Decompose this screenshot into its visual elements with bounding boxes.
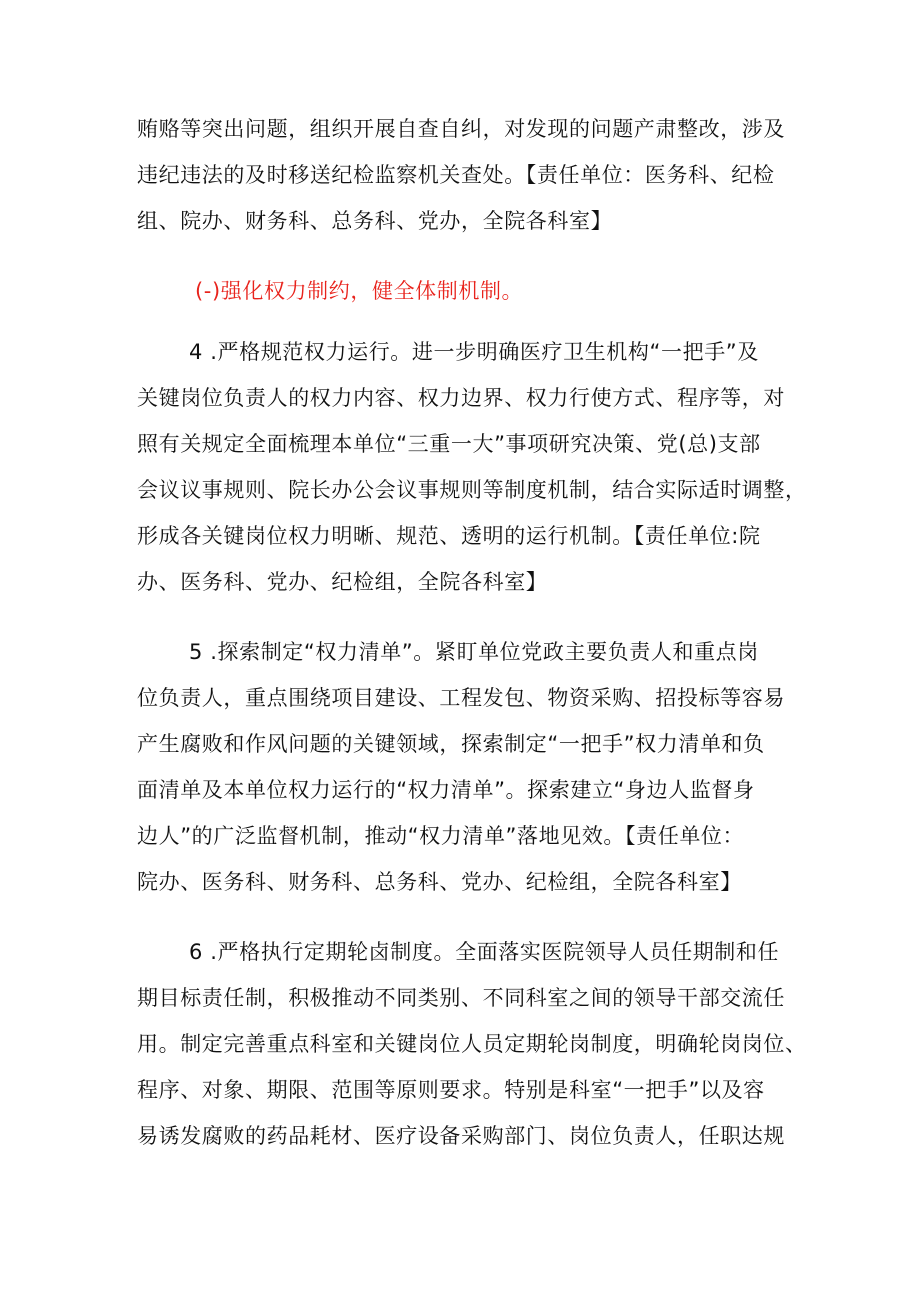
- text-line: 院办、医务科、财务科、总务科、党办、纪检组，全院各科室】: [137, 870, 742, 894]
- text-line: 照有关规定全面梳理本单位“三重一大”事项研究决策、党(总)支部: [137, 432, 761, 456]
- text-line: 期目标责任制，积极推动不同类别、不同科室之间的领导干部交流任: [137, 986, 785, 1010]
- text-line: 贿赂等突出问题，组织开展自查自纠，对发现的问题产肃整改，涉及: [137, 117, 785, 141]
- paragraph-item-6: [137, 929, 807, 1159]
- paragraph-item-5: [137, 629, 797, 905]
- text-line: 边人”的广泛监督机制，推动“权力清单”落地见效。【责任单位：: [137, 824, 745, 848]
- text-line: 易诱发腐败的药品耗材、医疗设备采购部门、岗位负责人，任职达规: [137, 1124, 785, 1148]
- paragraph-continuation: [137, 106, 797, 244]
- text-line: 办、医务科、党办、纪检组，全院各科室】: [137, 570, 548, 594]
- text-line: 位负责人，重点围绕项目建设、工程发包、物资采购、招投标等容易: [137, 686, 785, 710]
- text-line: 面清单及本单位权力运行的“权力清单”。探索建立“身边人监督身: [137, 778, 755, 802]
- text-line: 关键岗位负责人的权力内容、权力边界、权力行使方式、程序等，对: [137, 386, 785, 410]
- text-line: 用。制定完善重点科室和关键岗位人员定期轮岗制度，明确轮岗岗位、: [137, 1032, 807, 1056]
- section-heading-text: (-)强化权力制约，健全体制机制。: [195, 279, 524, 303]
- text-line: 5 .探索制定“权力清单”。紧盯单位党政主要负责人和重点岗: [189, 640, 759, 664]
- section-heading: [137, 268, 797, 314]
- text-line: 组、院办、财务科、总务科、党办，全院各科室】: [137, 209, 613, 233]
- text-line: 产生腐败和作风问题的关键领域，探索制定“一把手”权力清单和负: [137, 732, 765, 756]
- text-line: 形成各关键岗位权力明晰、规范、透明的运行机制。【责任单位:院: [137, 524, 761, 548]
- text-line: 违纪违法的及时移送纪检监察机关查处。【责任单位：医务科、纪检: [137, 163, 775, 187]
- text-line: 4 .严格规范权力运行。进一步明确医疗卫生机构“一把手”及: [189, 340, 759, 364]
- paragraph-item-4: [137, 329, 807, 605]
- text-line: 6 .严格执行定期轮卤制度。全面落实医院领导人员任期制和任: [189, 940, 780, 964]
- text-line: 会议议事规则、院长办公会议事规则等制度机制，结合实际适时调整，: [137, 478, 807, 502]
- text-line: 程序、对象、期限、范围等原则要求。特别是科室“一把手”以及容: [137, 1078, 765, 1102]
